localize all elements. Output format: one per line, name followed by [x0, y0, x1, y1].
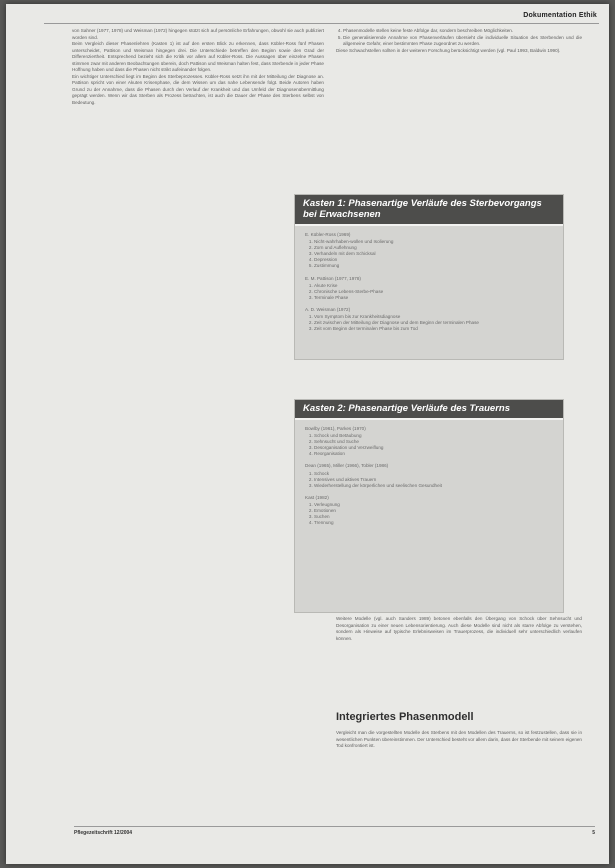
kasten-1-box	[294, 194, 564, 360]
left-column	[72, 28, 324, 107]
list-item: 2. Intensives und aktives Trauern	[314, 477, 553, 483]
list-item: 1. Schock	[314, 471, 553, 477]
list-item: 4. Depression	[314, 257, 553, 263]
kasten-1-source: A. D. Weisman (1972)	[305, 306, 351, 312]
kasten-1-title: Kasten 1: Phasenartige Verläufe des Sterbevorgangs bei Erwachsenen	[295, 195, 563, 226]
kasten-2-list	[305, 433, 553, 457]
left-paragraph: Ein wichtiger Unterschied liegt im Beginn des Sterbeprozesses. Kübler-Ross setzt ihn mit der Mitteilung der Diagnose an. Pattison spricht von einer Akuten Krisenphase, die dem Wissen um das nahe Lebensende folgt. Beide Autoren haben Grund zu der Annahme, dass die Phasen durch den Verlauf der Krankheit und das Umfeld der Diagnosenübermittlung geprägt werden. Wenn wir das Sterben als Prozess betrachten, ist auch die Dauer der Phase des Sterbens selbst von Bedeutung.	[72, 73, 324, 106]
left-paragraph: von Sahner (1977, 1978) und Weisman (1972) hingegen stützt sich auf persönliche Erfahrungen, obwohl sie auch publiziert worden sind.	[72, 28, 324, 40]
kasten-1-list	[305, 314, 553, 332]
section-body	[336, 730, 582, 750]
list-item: 4. Trennung	[314, 520, 553, 526]
list-item: 2. Zorn und Auflehnung	[314, 245, 553, 251]
list-item: 3. Verhandeln mit dem Schicksal	[314, 251, 553, 257]
kasten-1-source: E. Kübler-Ross (1969)	[305, 232, 351, 237]
list-item: 3. Desorganisation und Verzweiflung	[314, 445, 553, 451]
list-item: 1. Nicht-wahrhaben-wollen und Isolierung	[314, 239, 553, 245]
kasten-1-body	[295, 226, 563, 344]
kasten-1-list	[305, 239, 553, 269]
list-item: 5. Zustimmung	[314, 263, 553, 269]
kasten-2-box	[294, 399, 564, 613]
list-item: 1. Schock und Betäubung	[314, 433, 553, 439]
right-numbered-list	[336, 28, 582, 48]
list-item: 4. Phasenmodelle stellen keine feste Abfolge dar, sondern beschreiben Möglichkeiten.	[343, 28, 582, 35]
list-item: 3. Wiederherstellung der körperlichen und seelischen Gesundheit	[314, 483, 553, 489]
kasten-1-list	[305, 283, 553, 301]
kasten-2-source: Bowlby (1961), Parkes (1970)	[305, 426, 366, 431]
list-item: 3. Suchen	[314, 514, 553, 520]
list-item: 3. Zeit vom Beginn der terminalen Phase bis zum Tod	[314, 326, 553, 332]
document-page	[6, 4, 609, 864]
right-paragraph: Diese Schwachstellen sollten in der weiteren Forschung berücksichtigt werden (vgl. Paul 1993, Baldwin 1990).	[336, 47, 561, 53]
kasten-2-list	[305, 502, 553, 526]
journal-name: Pflegezeitschrift 12/2004	[74, 830, 133, 836]
list-item: 5. Die generalisierende Annahme von Phasenverläufen übersieht die individuelle Situation des Sterbenden und die allgemeine Gefahr, einer bestimmten Phase zugeordnet zu werden.	[343, 35, 582, 48]
list-item: 1. Verleugnung	[314, 502, 553, 508]
list-item: 2. Sehnsucht und Suche	[314, 439, 553, 445]
list-item: 2. Chronische Lebens-Sterbe-Phase	[314, 289, 553, 295]
running-header: Dokumentation Ethik	[523, 12, 597, 19]
right-column-bottom	[336, 616, 582, 642]
kasten-2-source: Dean (1965), Miller (1966), Tobler (1986)	[305, 463, 389, 469]
kasten-2-list	[305, 471, 553, 489]
kasten-2-body	[295, 420, 563, 538]
section-paragraph: Vergleicht man die vorgestellten Modelle des Sterbens mit den Modellen des Trauerns, so ist festzustellen, dass sie in wesentlichen Punkten übereinstimmen. Der Unterschied besteht vor allem darin, dass der Sterbende mit seinem eigenen Tod konfrontiert ist.	[336, 730, 582, 749]
page-footer	[74, 826, 595, 836]
right-column-top	[336, 28, 582, 54]
list-item: 1. Akute Krise	[314, 283, 553, 289]
kasten-1-source: E. M. Pattison (1977, 1978)	[305, 275, 361, 281]
header-rule	[44, 23, 599, 24]
right-paragraph: Weitere Modelle (vgl. auch Sanders 1989) betonen ebenfalls den Übergang von Schock über Sehnsucht und Desorganisation zu einer neuen Lebensorientierung. Auch diese Modelle sind nicht als starre Abfolge zu verstehen, sondern als Hinweise auf typische Erlebnisweisen im Trauerprozess, die individuell sehr unterschiedlich verlaufen können.	[336, 616, 582, 641]
list-item: 3. Terminale Phase	[314, 295, 553, 301]
section-heading: Integriertes Phasenmodell	[336, 711, 474, 723]
list-item: 2. Zeit zwischen der Mitteilung der Diagnose und dem Beginn der terminalen Phase	[314, 320, 553, 326]
kasten-2-title: Kasten 2: Phasenartige Verläufe des Trauerns	[295, 400, 563, 420]
page-number: 5	[592, 830, 595, 836]
list-item: 4. Reorganisation	[314, 451, 553, 457]
list-item: 1. Vom Symptom bis zur Krankheitsdiagnose	[314, 314, 553, 320]
left-paragraph: Beim Vergleich dieser Phasenlehren (Kasten 1) ist auf den ersten Blick zu erkennen, dass Kübler-Ross fünf Phasen unterscheidet, Pattison und Weisman hingegen drei. Die Unterschiede betreffen den Beginn sowie den Grad der Differenziertheit. Entsprechend bezieht sich die Kritik vor allem auf Kübler-Ross. Die Aussagen über einzelne Phasen stimmen zwar mit anderen Beobachtungen überein, doch Pattison und Weisman halten fest, dass Sterbende in jeder Phase Hoffnung haben und dass die Phasen nicht strikt aufeinander folgen.	[72, 41, 324, 73]
kasten-2-source: Kast (1982)	[305, 494, 329, 500]
list-item: 2. Emotionen	[314, 508, 553, 514]
